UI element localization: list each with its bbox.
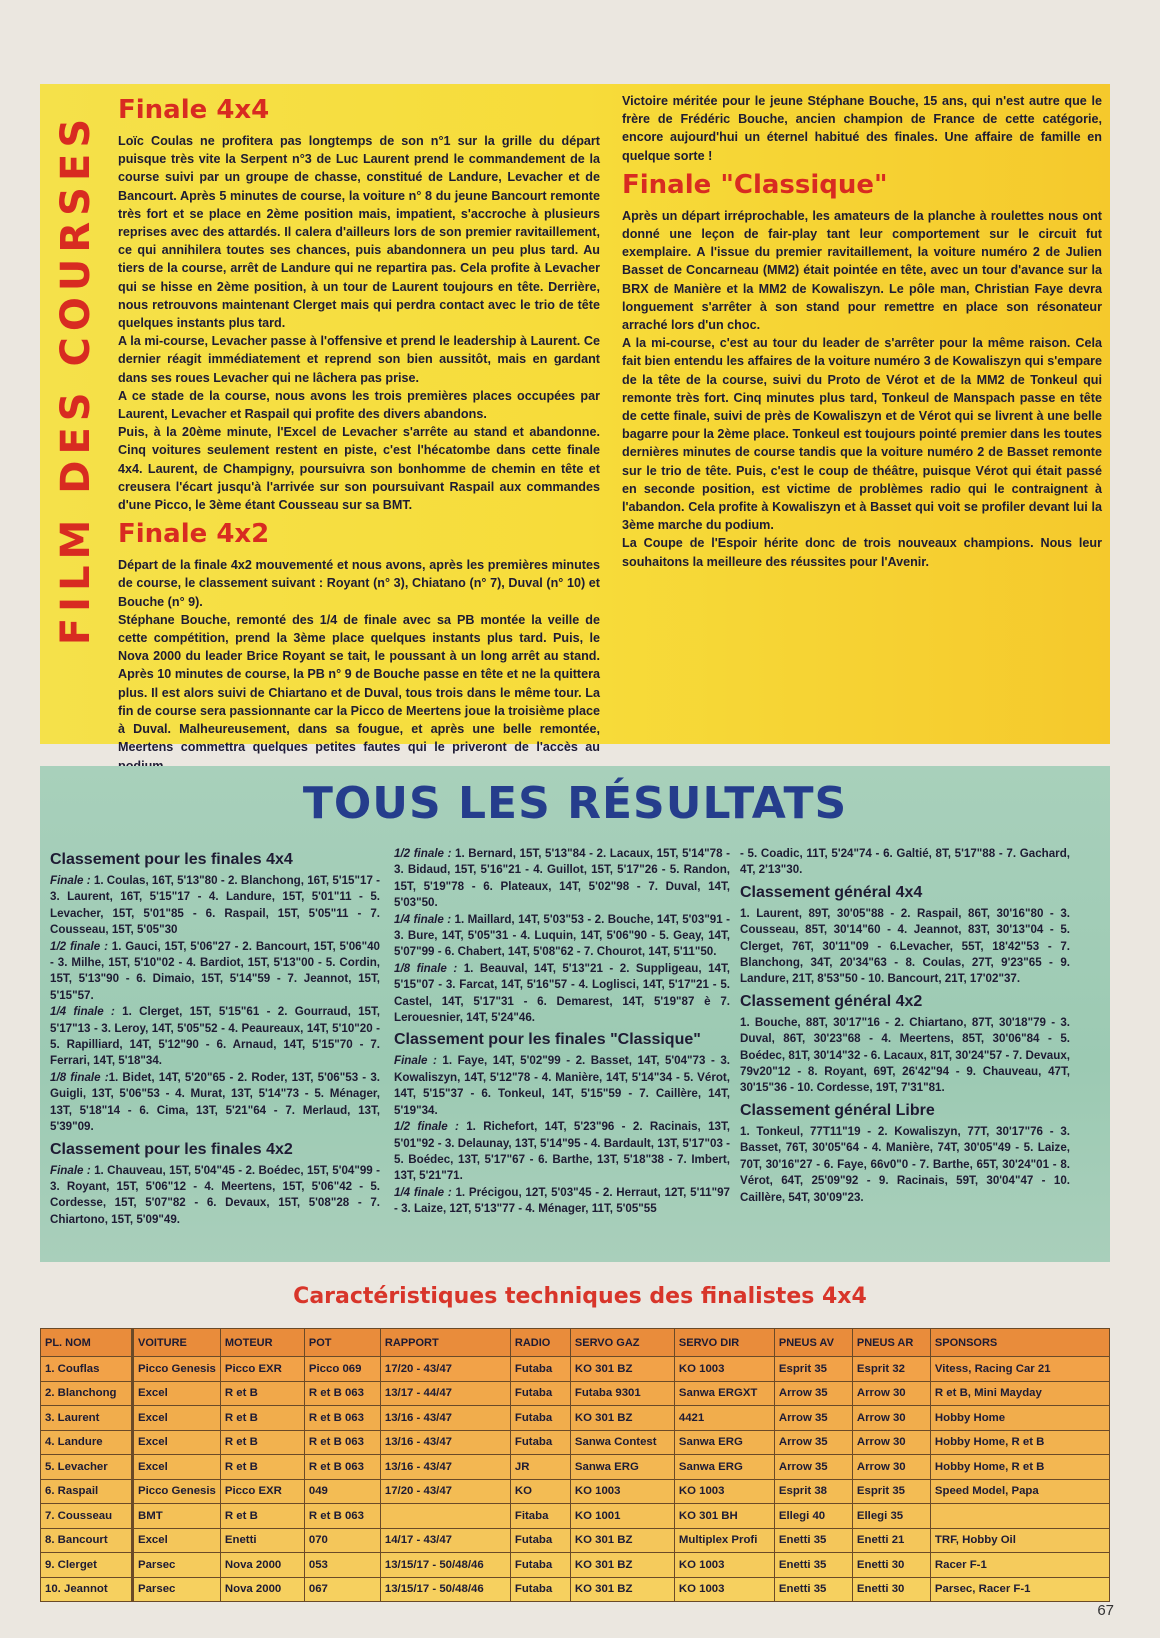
table-cell xyxy=(930,1504,1109,1529)
results-entry: 1/2 finale : 1. Gauci, 15T, 5'06"27 - 2. Bancourt, 15T, 5'06"40 - 3. Milhe, 15T, 5'10"02 - 4. Bardiot, 15T, 5'13"00 - 5. Cordin, 15T, 5'13"90 - 6. Dimaio, 15T, 5'14"59 - 7. Jeannot, 15T, 5'15"57. xyxy=(50,939,380,1002)
table-cell: KO 301 BZ xyxy=(570,1406,674,1431)
table-cell: Picco EXR xyxy=(220,1357,304,1382)
table-header-cell: SERVO DIR xyxy=(674,1329,774,1357)
table-header-cell: SPONSORS xyxy=(930,1329,1109,1357)
heading-finale-4x2: Finale 4x2 xyxy=(118,519,270,550)
tech-title: Caractéristiques techniques des finalistes 4x4 xyxy=(293,1284,867,1309)
table-header-cell: PNEUS AR xyxy=(852,1329,930,1357)
table-cell: R et B xyxy=(220,1430,304,1455)
results-title: TOUS LES RÉSULTATS xyxy=(302,778,848,829)
table-cell: 053 xyxy=(304,1553,380,1578)
table-cell: Enetti xyxy=(220,1528,304,1553)
table-cell: Arrow 30 xyxy=(852,1406,930,1431)
table-cell: KO 301 BZ xyxy=(570,1577,674,1602)
table-cell: 4421 xyxy=(674,1406,774,1431)
table-cell: Hobby Home, R et B xyxy=(930,1455,1109,1480)
paragraph: La Coupe de l'Espoir hérite donc de trois nouveaux champions. Nous leur souhaitons la meilleure des réussites pour l'Avenir. xyxy=(622,536,1102,569)
table-row xyxy=(41,1553,1110,1578)
table-row xyxy=(41,1504,1110,1529)
table-row xyxy=(41,1357,1110,1382)
table-cell: Racer F-1 xyxy=(930,1553,1109,1578)
section-title: FILM DES COURSES xyxy=(53,112,99,646)
table-cell: Arrow 35 xyxy=(774,1406,852,1431)
table-cell: KO 1003 xyxy=(674,1553,774,1578)
table-cell: 13/16 - 43/47 xyxy=(380,1430,510,1455)
table-cell: Sanwa ERGXT xyxy=(674,1381,774,1406)
results-column-1 xyxy=(50,846,380,1228)
table-cell: BMT xyxy=(133,1504,221,1529)
table-cell: TRF, Hobby Oil xyxy=(930,1528,1109,1553)
table-cell: Parsec, Racer F-1 xyxy=(930,1577,1109,1602)
table-cell: 17/20 - 43/47 xyxy=(380,1357,510,1382)
table-cell: Ellegi 35 xyxy=(852,1504,930,1529)
table-cell: Esprit 38 xyxy=(774,1479,852,1504)
table-cell: 2. Blanchong xyxy=(41,1381,133,1406)
results-column-2 xyxy=(394,846,730,1218)
paragraph: A ce stade de la course, nous avons les trois premières places occupées par Laurent, Levacher et Raspail qui profite des divers abandons. xyxy=(118,388,600,422)
table-cell: Speed Model, Papa xyxy=(930,1479,1109,1504)
table-cell: Enetti 35 xyxy=(774,1553,852,1578)
table-cell: 6. Raspail xyxy=(41,1479,133,1504)
table-cell: Excel xyxy=(133,1528,221,1553)
table-cell: Excel xyxy=(133,1430,221,1455)
table-cell: Picco Genesis xyxy=(133,1479,221,1504)
results-entry: 1. Bouche, 88T, 30'17"16 - 2. Chiartano, 87T, 30'18"79 - 3. Duval, 86T, 30'23"68 - 4. Meertens, 85T, 30'06"84 - 5. Boédec, 81T, 30'14"32 - 6. Lacaux, 81T, 30'24"57 - 7. Devaux, 79v20"12 - 8. Royant, 69T, 26'42"94 - 9. Chauveau, 47T, 30'15"36 - 10. Cordesse, 19T, 7'31"81. xyxy=(740,1015,1070,1095)
table-header-cell: SERVO GAZ xyxy=(570,1329,674,1357)
paragraph: Puis, à la 20ème minute, l'Excel de Levacher s'arrête au stand et abandonne. Cinq voitures seulement restent en piste, c'est l'hécatombe dans cette finale 4x4. Laurent, de Champigny, poursuivra son bonhomme de chemin en tête et creusera l'écart jusqu'à l'arrivée sur son poursuivant Raspail aux commandes d'une Picco, le 3ème étant Cousseau sur sa BMT. xyxy=(118,425,600,513)
results-entry: 1. Laurent, 89T, 30'05"88 - 2. Raspail, 86T, 30'16"80 - 3. Cousseau, 85T, 30'14"60 - 4. Jeannot, 83T, 30'13"04 - 5. Clerget, 76T, 30'11"09 - 6.Levacher, 55T, 18'42"53 - 7. Blanchong, 34T, 20'34"63 - 8. Coulas, 27T, 9'23"65 - 9. Landure, 21T, 8'53"50 - 10. Bancourt, 21T, 17'02"37. xyxy=(740,906,1070,986)
table-cell: Hobby Home xyxy=(930,1406,1109,1431)
results-entry: Finale : 1. Chauveau, 15T, 5'04"45 - 2. Boédec, 15T, 5'04"99 - 3. Royant, 15T, 5'06"12 - 4. Meertens, 15T, 5'06"42 - 5. Cordesse, 15T, 5'07"82 - 6. Devaux, 15T, 5'08"28 - 7. Chiartono, 15T, 5'09"49. xyxy=(50,1163,380,1226)
table-cell: 13/15/17 - 50/48/46 xyxy=(380,1577,510,1602)
results-box xyxy=(40,766,1110,1262)
table-cell: 8. Bancourt xyxy=(41,1528,133,1553)
table-cell: R et B xyxy=(220,1406,304,1431)
table-cell: Enetti 30 xyxy=(852,1577,930,1602)
table-cell: Vitess, Racing Car 21 xyxy=(930,1357,1109,1382)
results-column-3 xyxy=(740,846,1070,1206)
paragraph: A la mi-course, Levacher passe à l'offensive et prend le leadership à Laurent. Ce dernier réagit immédiatement et reprend son bien aussitôt, mais en gardant dans ses roues Levacher qui ne lâchera pas prise. xyxy=(118,334,600,385)
table-cell: R et B 063 xyxy=(304,1381,380,1406)
table-cell: R et B 063 xyxy=(304,1406,380,1431)
table-cell: Picco EXR xyxy=(220,1479,304,1504)
table-cell: Nova 2000 xyxy=(220,1577,304,1602)
table-row xyxy=(41,1577,1110,1602)
paragraph: Départ de la finale 4x2 mouvementé et nous avons, après les premières minutes de course, le classement suivant : Royant (n° 3), Chiatano (n° 7), Duval (n° 10) et Bouche (n° 9). xyxy=(118,558,600,609)
table-cell: Enetti 30 xyxy=(852,1553,930,1578)
table-cell: KO 301 BZ xyxy=(570,1357,674,1382)
table-cell: 13/15/17 - 50/48/46 xyxy=(380,1553,510,1578)
table-cell: Enetti 21 xyxy=(852,1528,930,1553)
table-cell: Fitaba xyxy=(510,1504,570,1529)
table-row xyxy=(41,1406,1110,1431)
table-cell: KO xyxy=(510,1479,570,1504)
heading-finale-classique: Finale "Classique" xyxy=(622,169,888,200)
table-row xyxy=(41,1381,1110,1406)
table-cell: Futaba xyxy=(510,1553,570,1578)
table-cell: Parsec xyxy=(133,1553,221,1578)
results-heading: Classement général 4x4 xyxy=(740,883,923,901)
table-cell: 13/17 - 44/47 xyxy=(380,1381,510,1406)
table-cell: Arrow 30 xyxy=(852,1381,930,1406)
table-cell: Esprit 35 xyxy=(774,1357,852,1382)
table-cell: 070 xyxy=(304,1528,380,1553)
table-cell: 13/16 - 43/47 xyxy=(380,1406,510,1431)
table-cell: R et B xyxy=(220,1381,304,1406)
table-cell: R et B 063 xyxy=(304,1455,380,1480)
table-cell: Sanwa ERG xyxy=(674,1455,774,1480)
table-cell: KO 1001 xyxy=(570,1504,674,1529)
table-cell: Futaba 9301 xyxy=(570,1381,674,1406)
table-cell: Enetti 35 xyxy=(774,1528,852,1553)
table-cell: KO 301 BH xyxy=(674,1504,774,1529)
table-header-cell: PNEUS AV xyxy=(774,1329,852,1357)
table-header-cell: VOITURE xyxy=(133,1329,221,1357)
results-entry: Finale : 1. Coulas, 16T, 5'13"80 - 2. Blanchong, 16T, 5'15"17 - 3. Laurent, 16T, 5'15"17 - 4. Landure, 15T, 5'01"11 - 5. Levacher, 15T, 5'01"85 - 6. Raspail, 15T, 5'05"11 - 7. Cousseau, 15T, 5'05"30 xyxy=(50,874,381,937)
table-cell: Futaba xyxy=(510,1357,570,1382)
table-cell: R et B xyxy=(220,1455,304,1480)
table-cell: Excel xyxy=(133,1455,221,1480)
table-cell: Futaba xyxy=(510,1528,570,1553)
table-cell: Arrow 35 xyxy=(774,1455,852,1480)
table-cell: Excel xyxy=(133,1406,221,1431)
table-row xyxy=(41,1430,1110,1455)
table-cell: 14/17 - 43/47 xyxy=(380,1528,510,1553)
results-heading: Classement général 4x2 xyxy=(740,992,923,1010)
table-cell: R et B 063 xyxy=(304,1504,380,1529)
table-row xyxy=(41,1455,1110,1480)
results-entry: 1. Tonkeul, 77T11"19 - 2. Kowaliszyn, 77T, 30'17"76 - 3. Basset, 76T, 30'05"64 - 4. Manière, 74T, 30'05"49 - 5. Laize, 70T, 30'16"27 - 6. Faye, 66v0"0 - 7. Barthe, 65T, 30'24"01 - 8. Vérot, 64T, 25'09"92 - 9. Racinais, 59T, 30'04"47 - 10. Caillère, 54T, 30'09"23. xyxy=(740,1124,1070,1204)
table-row xyxy=(41,1528,1110,1553)
table-cell: Picco Genesis xyxy=(133,1357,221,1382)
table-cell: 3. Laurent xyxy=(41,1406,133,1431)
table-header-row xyxy=(41,1329,1110,1357)
table-cell: 049 xyxy=(304,1479,380,1504)
paragraph: A la mi-course, c'est au tour du leader de s'arrêter pour la même raison. Cela fait bien entendu les affaires de la voiture numéro 3 de Kowaliszyn qui s'empare de la tête de la course, suivi du Proto de Vérot et de la MM2 de Tonkeul qui remonte très fort. Cinq minutes plus tard, Tonkeul de Manspach passe en tête de cette finale, suivi de près de Kowaliszyn et de Vérot qui se livrent à une belle bagarre pour la 2ème place. Tonkeul est toujours pointé premier dans les toutes dernières minutes de course tandis que la voiture numéro 2 de Basset remonte sur le trio de tête. Puis, c'est le coup de théâtre, puisque Vérot qui était passé en seconde position, est victime de problèmes radio qui le contraignent à l'abandon. Cela profite à Kowaliszyn et à Basset qui voit se profiler devant lui la 3ème marche du podium. xyxy=(622,336,1102,533)
table-body xyxy=(41,1357,1110,1602)
results-entry: 1/2 finale : 1. Bernard, 15T, 5'13"84 - 2. Lacaux, 15T, 5'14"78 - 3. Bidaud, 15T, 5'16"21 - 4. Guillot, 15T, 5'17"26 - 5. Randon, 15T, 5'19"78 - 6. Plateaux, 14T, 5'02"98 - 7. Duval, 14T, 5'03"50. xyxy=(394,847,731,910)
table-header-cell: POT xyxy=(304,1329,380,1357)
table-cell: 5. Levacher xyxy=(41,1455,133,1480)
table-cell: 13/16 - 43/47 xyxy=(380,1455,510,1480)
page-number: 67 xyxy=(1097,1602,1114,1619)
table-row xyxy=(41,1479,1110,1504)
results-entry: - 5. Coadic, 11T, 5'24"74 - 6. Galtié, 8T, 5'17"88 - 7. Gachard, 4T, 2'13"30. xyxy=(740,847,1070,877)
results-entry: 1/2 finale : 1. Richefort, 14T, 5'23"96 - 2. Racinais, 13T, 5'01"92 - 3. Delaunay, 13T, 5'14"95 - 4. Bardault, 13T, 5'17"03 - 5. Boédec, 13T, 5'17"67 - 6. Barthe, 13T, 5'18"38 - 7. Imbert, 13T, 5'21"71. xyxy=(394,1120,730,1183)
table-header-cell: RAPPORT xyxy=(380,1329,510,1357)
table-header-cell: MOTEUR xyxy=(220,1329,304,1357)
table-cell: 9. Clerget xyxy=(41,1553,133,1578)
results-heading: Classement pour les finales 4x4 xyxy=(50,851,293,868)
results-heading: Classement général Libre xyxy=(740,1101,935,1119)
table-cell: Sanwa ERG xyxy=(570,1455,674,1480)
table-cell: 1. Couflas xyxy=(41,1357,133,1382)
table-cell: KO 1003 xyxy=(674,1577,774,1602)
results-entry: 1/4 finale : 1. Clerget, 15T, 5'15"61 - 2. Gourraud, 15T, 5'17"13 - 3. Leroy, 14T, 5'05"52 - 4. Peaureaux, 14T, 5'10"20 - 5. Rapilliard, 14T, 5'12"90 - 6. Arnaud, 14T, 5'15"70 - 7. Ferrari, 14T, 5'18"34. xyxy=(50,1005,381,1068)
table-cell: 7. Cousseau xyxy=(41,1504,133,1529)
table-cell: Sanwa ERG xyxy=(674,1430,774,1455)
table-cell: Futaba xyxy=(510,1577,570,1602)
table-cell: Enetti 35 xyxy=(774,1577,852,1602)
table-cell: Futaba xyxy=(510,1406,570,1431)
results-entry: 1/8 finale :1. Bidet, 14T, 5'20"65 - 2. Roder, 13T, 5'06"53 - 3. Guigli, 13T, 5'06"53 - 4. Murat, 13T, 5'14"73 - 5. Ménager, 13T, 5'18"14 - 6. Cima, 13T, 5'21"64 - 7. Merlaud, 13T, 5'39"09. xyxy=(50,1070,380,1134)
article-column-left xyxy=(118,92,600,775)
table-cell: KO 1003 xyxy=(570,1479,674,1504)
table-cell: Futaba xyxy=(510,1430,570,1455)
film-des-courses-box xyxy=(40,84,1110,755)
table-cell: 4. Landure xyxy=(41,1430,133,1455)
table-cell: JR xyxy=(510,1455,570,1480)
table-cell: Hobby Home, R et B xyxy=(930,1430,1109,1455)
table-cell: Excel xyxy=(133,1381,221,1406)
results-entry: 1/8 finale : 1. Beauval, 14T, 5'13"21 - 2. Suppligeau, 14T, 5'15"07 - 3. Farcat, 14T, 5'16"57 - 4. Loglisci, 14T, 5'17"21 - 5. Castel, 14T, 5'17"31 - 6. Demarest, 14T, 5'19"87 è 7. Lerouesnier, 14T, 5'24"46. xyxy=(394,961,730,1025)
table-cell: KO 1003 xyxy=(674,1479,774,1504)
table-cell: Futaba xyxy=(510,1381,570,1406)
table-cell: Esprit 32 xyxy=(852,1357,930,1382)
table-cell: 067 xyxy=(304,1577,380,1602)
table-cell: Ellegi 40 xyxy=(774,1504,852,1529)
table-cell: R et B 063 xyxy=(304,1430,380,1455)
results-entry: 1/4 finale : 1. Précigou, 12T, 5'03"45 - 2. Herraut, 12T, 5'11"97 - 3. Laize, 12T, 5'13"77 - 4. Ménager, 11T, 5'05"55 xyxy=(394,1185,730,1216)
section-title-vertical xyxy=(44,94,108,664)
paragraph: Loïc Coulas ne profitera pas longtemps de son n°1 sur la grille du départ puisque très vite la Serpent n°3 de Luc Laurent prend le commandement de la course suivi par un groupe de chasse, constitué de Landure, Levacher et de Bancourt. Après 5 minutes de course, la voiture n° 8 du jeune Bancourt remonte très fort et se place en 2ème position mais, impatient, s'accroche à plusieurs reprises avec des attardés. Il calera d'ailleurs lors de son premier ravitaillement, ce qui annihilera toutes ses chances, puis abandonnera un peu plus tard. Au tiers de la course, arrêt de Landure qui ne repartira pas. Cela profite à Levacher qui se hisse en 2ème position, à un tour de Laurent toujours en tête. Derrière, nous retrouvons maintenant Clerget mais qui perdra contact avec le trio de tête quelques instants plus tard. xyxy=(118,134,600,331)
paragraph: Stéphane Bouche, remonté des 1/4 de finale avec sa PB montée la veille de cette compétition, prend la 3ème place quelques instants plus tard. Puis, le Nova 2000 du leader Brice Royant se tait, le poussant à un long arrêt au stand. Après 10 minutes de course, la PB n° 9 de Bouche passe en tête et ne la quittera plus. Il est alors suivi de Chiartano et de Duval, tous trois dans le même tour. La fin de course sera passionnante car la Picco de Meertens joue la troisième place à Duval. Malheureusement, dans sa fougue, et après une belle remontée, Meertens commettra quelques petites fautes qui le priveront de l'accès au xyxy=(118,612,600,755)
table-cell: Multiplex Profi xyxy=(674,1528,774,1553)
results-entry: Finale : 1. Faye, 14T, 5'02"99 - 2. Basset, 14T, 5'04"73 - 3. Kowaliszyn, 14T, 5'12"78 - 4. Manière, 14T, 5'14"34 - 5. Vérot, 14T, 5'15"37 - 6. Tonkeul, 14T, 5'15"59 - 7. Caillère, 14T, 5'19"34. xyxy=(394,1054,730,1117)
table-cell: Arrow 30 xyxy=(852,1430,930,1455)
tech-table xyxy=(40,1328,1110,1602)
results-heading: Classement pour les finales 4x2 xyxy=(50,1140,293,1158)
results-entry: 1/4 finale : 1. Maillard, 14T, 5'03"53 - 2. Bouche, 14T, 5'03"91 - 3. Bure, 14T, 5'05"31 - 4. Luquin, 14T, 5'06"90 - 5. Geay, 14T, 5'07"99 - 6. Chabert, 14T, 5'08"62 - 7. Chourot, 14T, 5'11"50. xyxy=(394,912,730,959)
results-heading: Classement pour les finales "Classique" xyxy=(394,1031,701,1049)
table-cell: R et B xyxy=(220,1504,304,1529)
table-cell: R et B, Mini Mayday xyxy=(930,1381,1109,1406)
table-header-cell: RADIO xyxy=(510,1329,570,1357)
table-cell: Arrow 30 xyxy=(852,1455,930,1480)
table-cell: Sanwa Contest xyxy=(570,1430,674,1455)
table-cell xyxy=(380,1504,510,1529)
paragraph: Victoire méritée pour le jeune Stéphane Bouche, 15 ans, qui n'est autre que le frère de Frédéric Bouche, ancien champion de France de cette catégorie, encore aujourd'hui un éternel habitué des finales. Une affaire de famille en quelque sorte ! xyxy=(622,94,1102,163)
table-header-cell: PL. NOM xyxy=(41,1329,133,1357)
table-cell: Nova 2000 xyxy=(220,1553,304,1578)
table-cell: KO 1003 xyxy=(674,1357,774,1382)
table-cell: Parsec xyxy=(133,1577,221,1602)
table-cell: KO 301 BZ xyxy=(570,1553,674,1578)
table-cell: Picco 069 xyxy=(304,1357,380,1382)
table-cell: Arrow 35 xyxy=(774,1381,852,1406)
table-cell: Esprit 35 xyxy=(852,1479,930,1504)
table-cell: Arrow 35 xyxy=(774,1430,852,1455)
heading-finale-4x4: Finale 4x4 xyxy=(118,95,270,125)
table-cell: 10. Jeannot xyxy=(41,1577,133,1602)
table-cell: KO 301 BZ xyxy=(570,1528,674,1553)
paragraph: Après un départ irréprochable, les amateurs de la planche à roulettes nous ont donné une leçon de fair-play tant leur comportement sur le circuit fut exemplaire. A l'issue du premier ravitaillement, la voiture numéro 2 de Julien Basset de Concarneau (MM2) était pointée en tête, avec un tour d'avance sur la BRX de Manière et la MM2 de Kowaliszyn. Le pôle man, Christian Faye devra longuement s'arrêter à son stand pour remettre en place son résonateur arraché lors d'un choc. xyxy=(622,208,1102,333)
table-cell: 17/20 - 43/47 xyxy=(380,1479,510,1504)
article-column-right xyxy=(622,92,1102,571)
